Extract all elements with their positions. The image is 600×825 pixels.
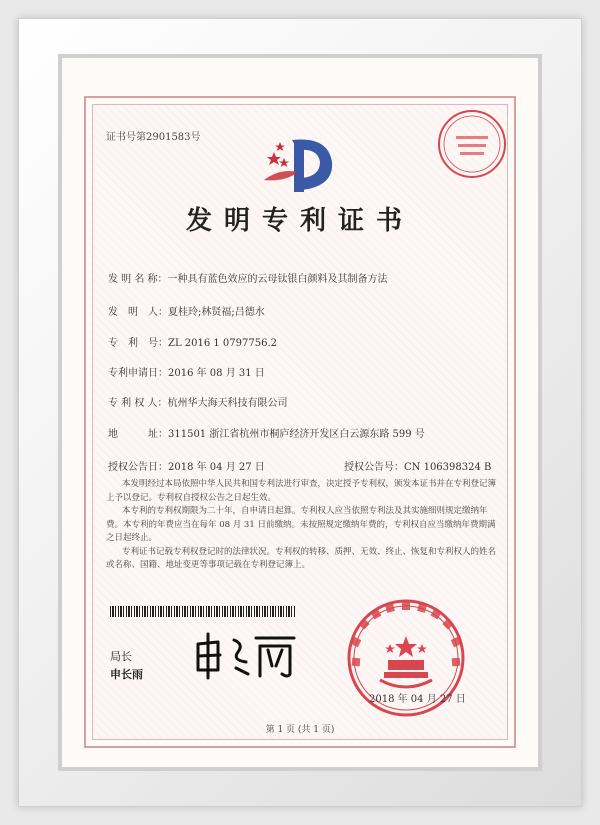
- field-patentee: 专 利 权 人：杭州华大海天科技有限公司: [108, 398, 288, 409]
- field-invention-name: 发 明 名 称：一种具有蓝色效应的云母钛银白颜料及其制备方法: [108, 274, 388, 285]
- field-grant-date: 授权公告日：2018 年 04 月 27 日: [108, 462, 265, 473]
- director-title: 局长: [110, 650, 132, 663]
- field-application-date: 专利申请日：2016 年 08 月 31 日: [108, 368, 265, 379]
- certificate-number: 证书号第2901583号: [106, 132, 201, 143]
- announcement-number: 授权公告号：CN 106398324 B: [344, 462, 492, 473]
- field-patent-number: 专 利 号：ZL 2016 1 0797756.2: [108, 338, 278, 349]
- seal-date: 2018 年 04 月 27 日: [369, 694, 466, 705]
- field-address: 地 址：311501 浙江省杭州市桐庐经济开发区白云源东路 599 号: [108, 429, 425, 440]
- certificate-title: 发明专利证书: [185, 206, 414, 236]
- small-red-seal-icon: [436, 108, 508, 180]
- body-paragraph: 本发明经过本局依照中华人民共和国专利法进行审查，决定授予专利权，颁发本证书并在专利登记簿上予以登记。专利权自授权公告之日起生效。: [106, 479, 497, 503]
- barcode: [110, 606, 295, 617]
- page-number: 第 1 页 (共 1 页): [265, 725, 335, 735]
- patent-office-logo-icon: [258, 128, 340, 198]
- director-signature-icon: [190, 630, 300, 680]
- field-inventors: 发 明 人：夏桂玲;林贤福;吕德水: [108, 307, 265, 318]
- director-name: 申长雨: [110, 668, 143, 681]
- certificate-body-text: [106, 478, 496, 573]
- body-paragraph: 本专利的专利权期限为二十年，自申请日起算。专利权人应当依照专利法及其实施细则规定缴纳年费。本专利的年费应当在每年 08 月 31 日前缴纳。未按照规定缴纳年费的，专利权自应当缴纳年费期满之日起终止。: [106, 506, 496, 543]
- body-paragraph: 专利证书记载专利权登记时的法律状况。专利权的转移、质押、无效、终止、恢复和专利权人的姓名或名称、国籍、地址变更等事项记载在专利登记簿上。: [106, 546, 497, 570]
